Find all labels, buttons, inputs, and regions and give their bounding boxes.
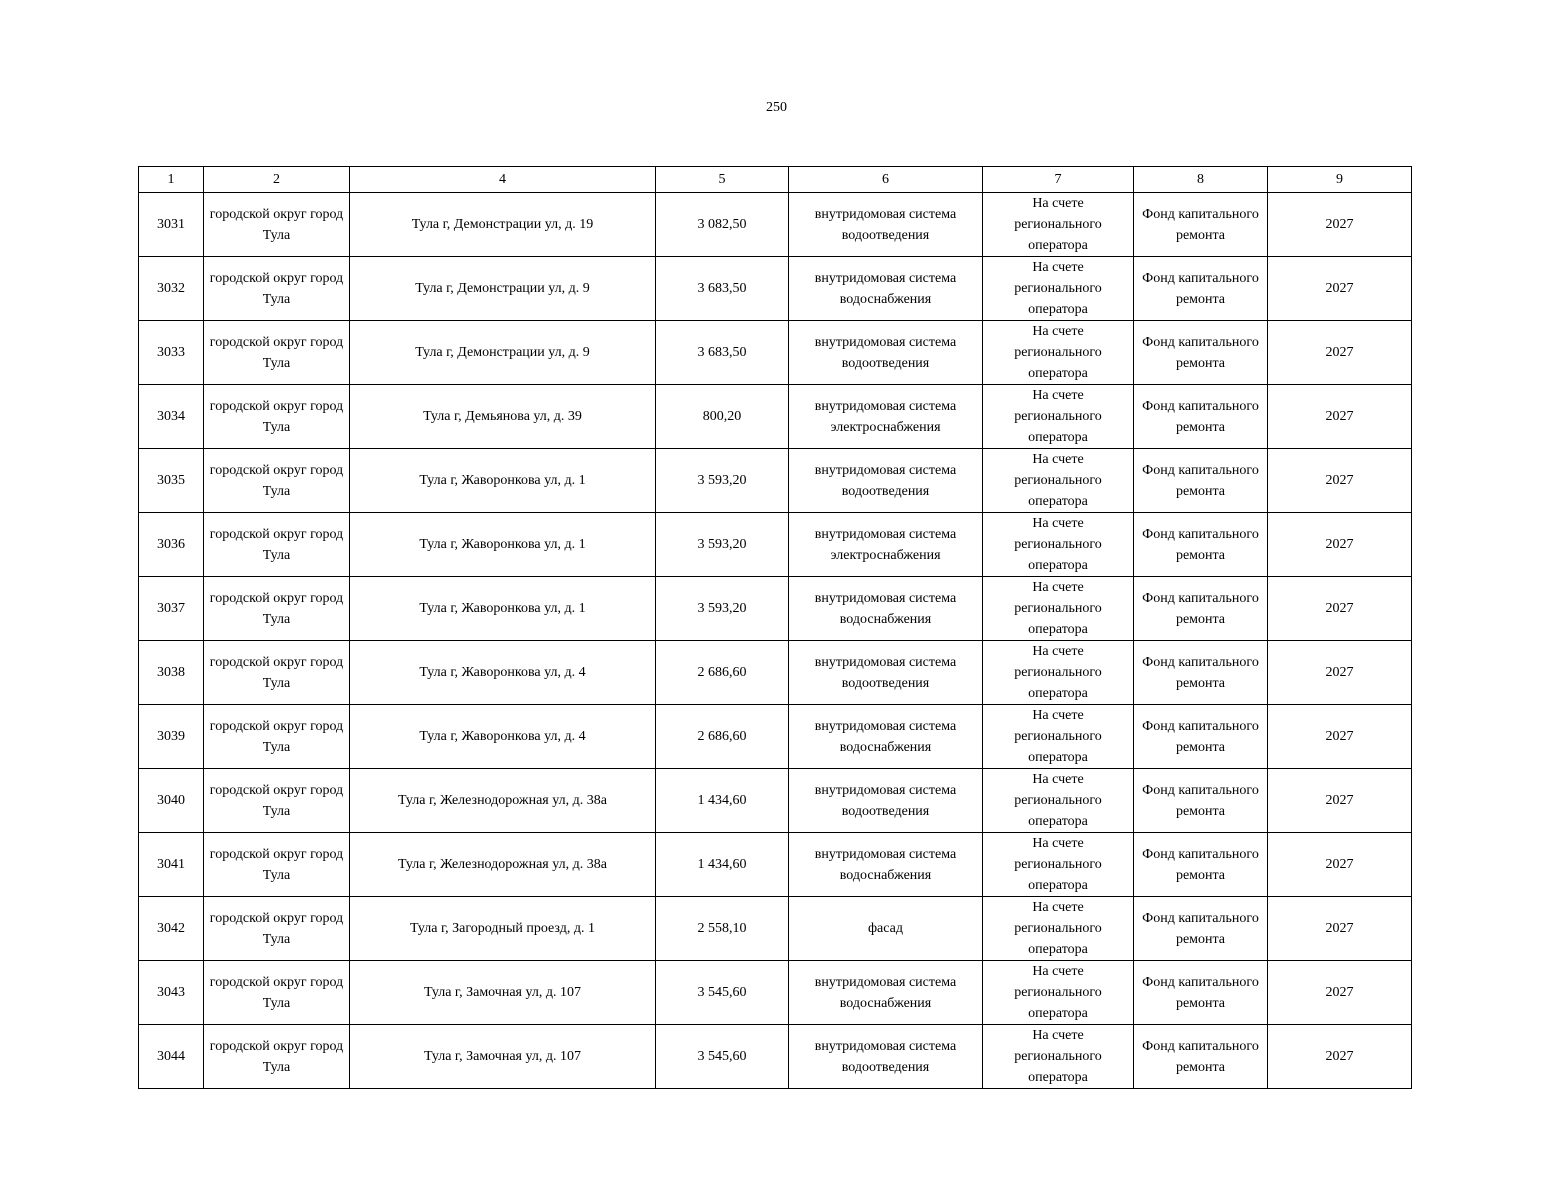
work-type-cell: внутридомовая система электроснабжения xyxy=(789,385,983,449)
table-row xyxy=(139,961,1412,1025)
address-cell: Тула г, Замочная ул, д. 107 xyxy=(350,1025,656,1089)
row-number-cell: 3033 xyxy=(139,321,204,385)
account-method-cell: На счете регионального оператора xyxy=(983,513,1134,577)
work-type-cell: внутридомовая система водоснабжения xyxy=(789,577,983,641)
table-row xyxy=(139,577,1412,641)
account-method-cell: На счете регионального оператора xyxy=(983,1025,1134,1089)
row-number-cell: 3036 xyxy=(139,513,204,577)
account-method-cell: На счете регионального оператора xyxy=(983,577,1134,641)
work-type-cell: внутридомовая система водоотведения xyxy=(789,193,983,257)
page-number: 250 xyxy=(766,100,787,115)
municipality-cell: городской округ город Тула xyxy=(204,385,350,449)
fund-source-cell: Фонд капитального ремонта xyxy=(1134,705,1268,769)
fund-source-cell: Фонд капитального ремонта xyxy=(1134,961,1268,1025)
municipality-cell: городской округ город Тула xyxy=(204,1025,350,1089)
work-type-cell: внутридомовая система водоотведения xyxy=(789,321,983,385)
work-type-cell: внутридомовая система водоотведения xyxy=(789,769,983,833)
work-type-cell: внутридомовая система водоснабжения xyxy=(789,833,983,897)
area-cell: 2 686,60 xyxy=(656,641,789,705)
address-cell: Тула г, Железнодорожная ул, д. 38а xyxy=(350,769,656,833)
year-cell: 2027 xyxy=(1268,641,1412,705)
account-method-cell: На счете регионального оператора xyxy=(983,193,1134,257)
year-cell: 2027 xyxy=(1268,897,1412,961)
year-cell: 2027 xyxy=(1268,769,1412,833)
year-cell: 2027 xyxy=(1268,961,1412,1025)
area-cell: 2 686,60 xyxy=(656,705,789,769)
table-header xyxy=(139,167,1412,193)
row-number-cell: 3041 xyxy=(139,833,204,897)
year-cell: 2027 xyxy=(1268,385,1412,449)
column-header-8: 8 xyxy=(1134,167,1268,193)
year-cell: 2027 xyxy=(1268,577,1412,641)
address-cell: Тула г, Жаворонкова ул, д. 1 xyxy=(350,577,656,641)
fund-source-cell: Фонд капитального ремонта xyxy=(1134,833,1268,897)
account-method-cell: На счете регионального оператора xyxy=(983,897,1134,961)
column-header-5: 5 xyxy=(656,167,789,193)
address-cell: Тула г, Демьянова ул, д. 39 xyxy=(350,385,656,449)
work-type-cell: внутридомовая система водоснабжения xyxy=(789,961,983,1025)
row-number-cell: 3039 xyxy=(139,705,204,769)
year-cell: 2027 xyxy=(1268,321,1412,385)
row-number-cell: 3042 xyxy=(139,897,204,961)
account-method-cell: На счете регионального оператора xyxy=(983,257,1134,321)
table-row xyxy=(139,385,1412,449)
area-cell: 800,20 xyxy=(656,385,789,449)
table-row xyxy=(139,257,1412,321)
area-cell: 1 434,60 xyxy=(656,833,789,897)
account-method-cell: На счете регионального оператора xyxy=(983,961,1134,1025)
fund-source-cell: Фонд капитального ремонта xyxy=(1134,1025,1268,1089)
year-cell: 2027 xyxy=(1268,833,1412,897)
address-cell: Тула г, Жаворонкова ул, д. 4 xyxy=(350,705,656,769)
area-cell: 3 545,60 xyxy=(656,961,789,1025)
account-method-cell: На счете регионального оператора xyxy=(983,641,1134,705)
area-cell: 3 593,20 xyxy=(656,449,789,513)
column-header-4: 4 xyxy=(350,167,656,193)
account-method-cell: На счете регионального оператора xyxy=(983,705,1134,769)
work-type-cell: фасад xyxy=(789,897,983,961)
row-number-cell: 3032 xyxy=(139,257,204,321)
row-number-cell: 3034 xyxy=(139,385,204,449)
row-number-cell: 3040 xyxy=(139,769,204,833)
row-number-cell: 3035 xyxy=(139,449,204,513)
address-cell: Тула г, Жаворонкова ул, д. 1 xyxy=(350,449,656,513)
municipality-cell: городской округ город Тула xyxy=(204,961,350,1025)
fund-source-cell: Фонд капитального ремонта xyxy=(1134,257,1268,321)
account-method-cell: На счете регионального оператора xyxy=(983,769,1134,833)
table-row xyxy=(139,769,1412,833)
account-method-cell: На счете регионального оператора xyxy=(983,385,1134,449)
table-row xyxy=(139,193,1412,257)
year-cell: 2027 xyxy=(1268,257,1412,321)
address-cell: Тула г, Железнодорожная ул, д. 38а xyxy=(350,833,656,897)
address-cell: Тула г, Жаворонкова ул, д. 1 xyxy=(350,513,656,577)
fund-source-cell: Фонд капитального ремонта xyxy=(1134,641,1268,705)
table-row xyxy=(139,1025,1412,1089)
municipality-cell: городской округ город Тула xyxy=(204,321,350,385)
address-cell: Тула г, Жаворонкова ул, д. 4 xyxy=(350,641,656,705)
header-row xyxy=(139,167,1412,193)
row-number-cell: 3043 xyxy=(139,961,204,1025)
municipality-cell: городской округ город Тула xyxy=(204,897,350,961)
address-cell: Тула г, Демонстрации ул, д. 19 xyxy=(350,193,656,257)
fund-source-cell: Фонд капитального ремонта xyxy=(1134,385,1268,449)
municipality-cell: городской округ город Тула xyxy=(204,257,350,321)
table-row xyxy=(139,897,1412,961)
year-cell: 2027 xyxy=(1268,1025,1412,1089)
work-type-cell: внутридомовая система водоснабжения xyxy=(789,257,983,321)
fund-source-cell: Фонд капитального ремонта xyxy=(1134,513,1268,577)
year-cell: 2027 xyxy=(1268,513,1412,577)
table-row xyxy=(139,833,1412,897)
column-header-2: 2 xyxy=(204,167,350,193)
municipality-cell: городской округ город Тула xyxy=(204,705,350,769)
municipality-cell: городской округ город Тула xyxy=(204,769,350,833)
row-number-cell: 3031 xyxy=(139,193,204,257)
year-cell: 2027 xyxy=(1268,705,1412,769)
work-type-cell: внутридомовая система водоотведения xyxy=(789,1025,983,1089)
address-cell: Тула г, Загородный проезд, д. 1 xyxy=(350,897,656,961)
municipality-cell: городской округ город Тула xyxy=(204,193,350,257)
row-number-cell: 3044 xyxy=(139,1025,204,1089)
row-number-cell: 3037 xyxy=(139,577,204,641)
fund-source-cell: Фонд капитального ремонта xyxy=(1134,449,1268,513)
address-cell: Тула г, Замочная ул, д. 107 xyxy=(350,961,656,1025)
year-cell: 2027 xyxy=(1268,449,1412,513)
area-cell: 3 683,50 xyxy=(656,321,789,385)
row-number-cell: 3038 xyxy=(139,641,204,705)
area-cell: 2 558,10 xyxy=(656,897,789,961)
work-type-cell: внутридомовая система водоотведения xyxy=(789,641,983,705)
municipality-cell: городской округ город Тула xyxy=(204,513,350,577)
account-method-cell: На счете регионального оператора xyxy=(983,321,1134,385)
address-cell: Тула г, Демонстрации ул, д. 9 xyxy=(350,321,656,385)
municipality-cell: городской округ город Тула xyxy=(204,577,350,641)
area-cell: 3 082,50 xyxy=(656,193,789,257)
table-row xyxy=(139,641,1412,705)
municipality-cell: городской округ город Тула xyxy=(204,833,350,897)
fund-source-cell: Фонд капитального ремонта xyxy=(1134,321,1268,385)
area-cell: 3 545,60 xyxy=(656,1025,789,1089)
column-header-9: 9 xyxy=(1268,167,1412,193)
table-row xyxy=(139,449,1412,513)
area-cell: 1 434,60 xyxy=(656,769,789,833)
municipality-cell: городской округ город Тула xyxy=(204,449,350,513)
data-table xyxy=(138,166,1412,1089)
fund-source-cell: Фонд капитального ремонта xyxy=(1134,769,1268,833)
address-cell: Тула г, Демонстрации ул, д. 9 xyxy=(350,257,656,321)
work-type-cell: внутридомовая система водоснабжения xyxy=(789,705,983,769)
fund-source-cell: Фонд капитального ремонта xyxy=(1134,577,1268,641)
table-body xyxy=(139,193,1412,1089)
area-cell: 3 593,20 xyxy=(656,513,789,577)
municipality-cell: городской округ город Тула xyxy=(204,641,350,705)
year-cell: 2027 xyxy=(1268,193,1412,257)
work-type-cell: внутридомовая система водоотведения xyxy=(789,449,983,513)
column-header-6: 6 xyxy=(789,167,983,193)
area-cell: 3 593,20 xyxy=(656,577,789,641)
area-cell: 3 683,50 xyxy=(656,257,789,321)
fund-source-cell: Фонд капитального ремонта xyxy=(1134,897,1268,961)
account-method-cell: На счете регионального оператора xyxy=(983,449,1134,513)
work-type-cell: внутридомовая система электроснабжения xyxy=(789,513,983,577)
column-header-1: 1 xyxy=(139,167,204,193)
account-method-cell: На счете регионального оператора xyxy=(983,833,1134,897)
fund-source-cell: Фонд капитального ремонта xyxy=(1134,193,1268,257)
table-row xyxy=(139,705,1412,769)
column-header-7: 7 xyxy=(983,167,1134,193)
table-row xyxy=(139,513,1412,577)
table-row xyxy=(139,321,1412,385)
